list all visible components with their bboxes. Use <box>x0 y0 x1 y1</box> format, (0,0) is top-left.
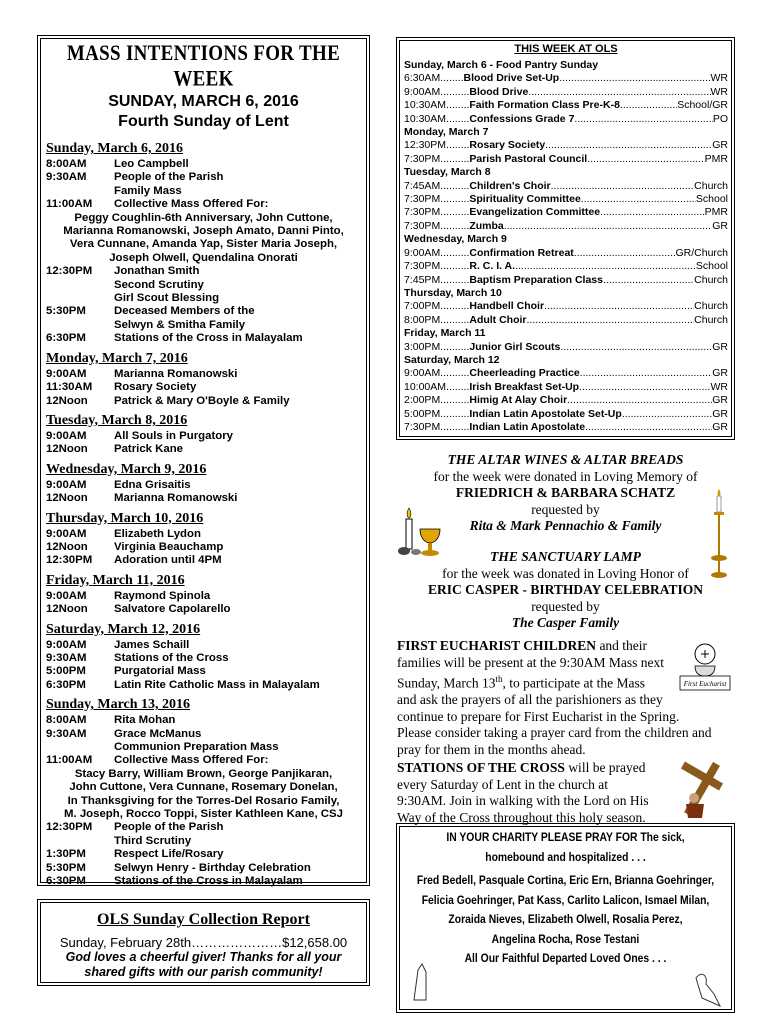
week-event-row <box>404 206 728 219</box>
sanctuary-lamp-line: for the week was donated in Loving Honor of <box>442 565 689 581</box>
week-day-heading: Thursday, March 10 <box>404 286 502 299</box>
event-title: Zumba <box>469 219 504 232</box>
collection-report-panel <box>37 899 370 986</box>
event-location: School <box>695 260 728 273</box>
mass-day-heading: Saturday, March 12, 2016 <box>46 621 201 637</box>
event-time: 7:30PM.......... <box>404 193 470 206</box>
collective-mass-names: Stacy Barry, William Brown, George Panjikaran, <box>74 767 333 780</box>
mass-time: 9:00AM <box>46 589 87 602</box>
week-event-row <box>404 193 728 206</box>
mass-intention-row <box>46 479 361 492</box>
mass-intention-row <box>46 158 361 171</box>
event-time: 7:30PM.......... <box>404 206 470 219</box>
mass-intention-row <box>46 198 361 211</box>
event-time: 8:00PM.......... <box>404 313 470 326</box>
collective-mass-names: In Thanksgiving for the Torres-Del Rosario Family, <box>67 794 340 807</box>
mass-day-heading: Tuesday, March 8, 2016 <box>46 412 188 428</box>
altar-wines-requester: Rita & Mark Pennachio & Family <box>469 518 662 534</box>
mass-time: 6:30PM <box>46 332 86 345</box>
event-title: Parish Pastoral Council <box>469 152 588 165</box>
event-time: 7:45PM.......... <box>404 273 470 286</box>
mass-time: 12:30PM <box>46 821 93 834</box>
this-week-title: THIS WEEK AT OLS <box>514 43 618 55</box>
mass-time: 12Noon <box>46 540 88 553</box>
stations-lead: STATIONS OF THE CROSS <box>397 760 565 775</box>
event-location: PMR <box>704 152 728 165</box>
week-day-heading: Friday, March 11 <box>404 327 486 340</box>
week-event-row <box>404 72 728 85</box>
event-title: Spirituality Committee <box>469 193 581 206</box>
mass-intentions-occasion: Fourth Sunday of Lent <box>118 113 289 130</box>
mass-intention: Girl Scout Blessing <box>114 292 220 305</box>
leader-dots <box>620 99 677 112</box>
event-title: Indian Latin Apostolate <box>469 420 586 433</box>
leader-dots <box>559 72 710 85</box>
mass-intention-row <box>46 728 361 741</box>
mass-intention: Collective Mass Offered For: <box>114 198 269 211</box>
event-time: 6:30AM........ <box>404 72 464 85</box>
prayer-list-names-3: Zoraida Nieves, Elizabeth Olwell, Rosalia Perez, <box>448 914 683 926</box>
mass-intention-row <box>46 714 361 727</box>
mass-day-heading: Sunday, March 6, 2016 <box>46 141 184 156</box>
mass-intention: All Souls in Purgatory <box>114 429 233 442</box>
event-time: 7:30PM.......... <box>404 260 470 273</box>
collective-mass-names: Peggy Coughlin-6th Anniversary, John Cuttone, <box>74 211 333 224</box>
prayer-list-names-1: Fred Bedell, Pasquale Cortina, Eric Ern, Brianna Goehringer, <box>416 875 715 887</box>
event-location: Church <box>694 313 728 326</box>
event-title: Baptism Preparation Class <box>469 273 603 286</box>
event-time: 7:30PM.......... <box>404 420 470 433</box>
mass-intention: Rita Mohan <box>114 714 176 727</box>
first-eucharist-notice: FIRST EUCHARIST CHILDREN and their families will be present at the 9:30AM Mass next Sunday, March 13th, to participate at the Mass and ask the prayers of all the parishioners as they continue to prepare for First Eucharist in the Spring. Please consider taking a prayer card from the children and pray for them in the months ahead. <box>397 638 712 758</box>
mass-intention-row <box>46 639 361 652</box>
event-location: GR <box>712 139 728 152</box>
leader-dots <box>587 153 704 166</box>
week-day-heading: Saturday, March 12 <box>404 353 500 366</box>
altar-wines-requested: requested by <box>531 501 600 517</box>
event-title: Rosary Society <box>469 139 546 152</box>
mass-intention-row <box>46 332 361 345</box>
event-location: School/GR <box>677 99 728 112</box>
event-location: GR <box>712 367 728 380</box>
leader-dots <box>600 206 705 219</box>
leader-dots <box>574 113 712 126</box>
mass-intention: Grace McManus <box>114 727 202 740</box>
mass-day-heading: Thursday, March 10, 2016 <box>46 510 204 526</box>
praying-hands-icon <box>408 960 432 1006</box>
altar-wines-title: THE ALTAR WINES & ALTAR BREADS <box>447 452 684 467</box>
collective-mass-names: John Cuttone, Vera Cunnane, Rosemary Donelan, <box>69 781 338 794</box>
stations-of-cross-notice: STATIONS OF THE CROSS will be prayed every Saturday of Lent in the church at 9:30AM. Join in walking with the Lord on His Way of the Cross throughout this holy season. <box>397 760 649 825</box>
event-time: 7:45AM.......... <box>404 179 470 192</box>
collection-title: OLS Sunday Collection Report <box>97 911 310 928</box>
week-event-row <box>404 99 728 112</box>
angel-icon <box>692 968 726 1008</box>
event-location: GR <box>712 340 728 353</box>
mass-time: 9:30AM <box>46 727 87 740</box>
week-event-row <box>404 220 728 233</box>
mass-time: 9:00AM <box>46 527 87 540</box>
mass-intention-row <box>46 528 361 541</box>
mass-intentions-panel <box>37 35 370 886</box>
event-title: Children's Choir <box>469 179 551 192</box>
event-time: 3:00PM.......... <box>404 340 470 353</box>
prayer-list-title-1: IN YOUR CHARITY PLEASE PRAY FOR The sick, <box>446 832 685 844</box>
leader-dots <box>585 421 712 434</box>
first-eucharist-icon <box>677 640 733 692</box>
event-location: Church <box>694 273 728 286</box>
mass-day-heading: Wednesday, March 9, 2016 <box>46 461 207 477</box>
collective-mass-names: Vera Cunnane, Amanda Yap, Sister Maria Joseph, <box>69 238 338 251</box>
mass-day-heading: Monday, March 7, 2016 <box>46 350 188 366</box>
event-time: 9:00AM.......... <box>404 367 470 380</box>
mass-intention: Selwyn Henry - Birthday Celebration <box>114 861 311 874</box>
mass-time: 5:30PM <box>46 305 86 318</box>
mass-intention: People of the Parish <box>114 171 224 184</box>
event-time: 9:00AM.......... <box>404 246 470 259</box>
event-location: Church <box>694 300 728 313</box>
mass-intention-row <box>46 279 361 292</box>
mass-intention-row <box>46 292 361 305</box>
mass-time <box>46 185 114 198</box>
mass-intention: Salvatore Capolarello <box>114 603 231 616</box>
mass-intention-row <box>46 665 361 678</box>
mass-intention: James Schaill <box>114 638 190 651</box>
event-time: 2:00PM.......... <box>404 394 470 407</box>
collection-amount: Sunday, February 28th…………………$12,658.00 <box>59 935 348 950</box>
mass-intention-row <box>46 541 361 554</box>
event-location: WR <box>710 72 728 85</box>
mass-time: 11:00AM <box>46 754 93 767</box>
mass-intention-row <box>46 754 361 767</box>
mass-time: 5:30PM <box>46 861 86 874</box>
event-title: Irish Breakfast Set-Up <box>469 380 580 393</box>
mass-intention: Stations of the Cross <box>114 651 229 664</box>
mass-intentions-date: SUNDAY, MARCH 6, 2016 <box>108 93 299 110</box>
leader-dots <box>527 314 695 327</box>
week-event-row <box>404 300 728 313</box>
collective-mass-names: Marianna Romanowski, Joseph Amato, Danni Pinto, <box>63 225 344 238</box>
mass-intention-row <box>46 848 361 861</box>
mass-time: 9:00AM <box>46 429 87 442</box>
week-event-row <box>404 381 728 394</box>
mass-intention-row <box>46 430 361 443</box>
mass-intention: Virginia Beauchamp <box>114 540 224 553</box>
mass-time: 9:30AM <box>46 171 87 184</box>
collection-message-1: God loves a cheerful giver! Thanks for all your <box>65 950 342 964</box>
event-title: Junior Girl Scouts <box>469 340 561 353</box>
event-title: Cheerleading Practice <box>469 367 580 380</box>
collective-mass-names: M. Joseph, Rocco Toppi, Sister Kathleen Kane, CSJ <box>64 808 343 821</box>
mass-intention: Elizabeth Lydon <box>114 527 201 540</box>
mass-time <box>46 741 114 754</box>
week-event-row <box>404 86 728 99</box>
mass-intention-row <box>46 821 361 834</box>
event-title: Indian Latin Apostolate Set-Up <box>469 407 622 420</box>
event-location: GR <box>712 219 728 232</box>
mass-time: 11:00AM <box>46 198 93 211</box>
prayer-list-names-2: Felicia Goehringer, Pat Kass, Carlito Lalicon, Ismael Milan, <box>421 894 710 907</box>
mass-time <box>46 279 114 292</box>
event-title: Adult Choir <box>469 313 527 326</box>
mass-intention-row <box>46 492 361 505</box>
mass-time: 12:30PM <box>46 265 93 278</box>
event-time: 7:30PM.......... <box>404 152 470 165</box>
mass-intention: Marianna Romanowski <box>114 367 238 380</box>
mass-time: 12Noon <box>46 492 88 505</box>
mass-intention: Respect Life/Rosary <box>114 848 224 861</box>
mass-time: 9:00AM <box>46 638 87 651</box>
mass-intention-row <box>46 368 361 381</box>
week-event-row <box>404 314 728 327</box>
mass-intention: Family Mass <box>114 184 182 197</box>
mass-intention-row <box>46 679 361 692</box>
prayer-list-closing: All Our Faithful Departed Loved Ones . . . <box>464 953 667 965</box>
week-event-row <box>404 408 728 421</box>
mass-intention: Deceased Members of the <box>114 305 255 318</box>
event-time: 5:00PM.......... <box>404 407 470 420</box>
mass-day-heading: Sunday, March 13, 2016 <box>46 697 191 713</box>
mass-days-list <box>46 141 361 888</box>
event-location: PO <box>712 112 728 125</box>
week-day-heading: Wednesday, March 9 <box>404 233 507 246</box>
mass-intention-row <box>46 862 361 875</box>
mass-time: 12Noon <box>46 603 88 616</box>
mass-time: 6:30PM <box>46 678 86 691</box>
mass-intention-row <box>46 381 361 394</box>
mass-intention: Edna Grisaitis <box>114 478 191 491</box>
mass-intention-row <box>46 185 361 198</box>
event-location: GR <box>712 394 728 407</box>
mass-intention-row <box>46 305 361 318</box>
prayer-list-panel <box>396 823 735 1013</box>
mass-intention: Second Scrutiny <box>114 278 204 291</box>
mass-intention-row <box>46 835 361 848</box>
this-week-list <box>404 59 728 434</box>
leader-dots <box>603 274 694 287</box>
mass-intention: Communion Preparation Mass <box>114 741 279 753</box>
week-event-row <box>404 341 728 354</box>
leader-dots <box>567 394 712 407</box>
event-location: WR <box>710 380 728 393</box>
event-location: Church <box>694 179 728 192</box>
event-title: Blood Drive <box>469 85 529 98</box>
mass-time <box>46 292 114 305</box>
mass-intention: Third Scrutiny <box>114 834 192 847</box>
mass-time: 6:30PM <box>46 875 86 888</box>
mass-intention: Stations of the Cross in Malayalam <box>114 875 303 888</box>
leader-dots <box>544 300 694 313</box>
week-event-row <box>404 394 728 407</box>
event-time: 7:00PM.......... <box>404 300 470 313</box>
event-location: PMR <box>704 206 728 219</box>
mass-time: 8:00AM <box>46 158 87 170</box>
mass-intentions-title: MASS INTENTIONS FOR THE WEEK <box>66 41 341 92</box>
event-title: Blood Drive Set-Up <box>463 72 560 85</box>
mass-time: 12Noon <box>46 394 88 407</box>
first-eucharist-badge: First Eucharist <box>683 680 727 688</box>
mass-intention-row <box>46 554 361 567</box>
event-time: 10:30AM........ <box>404 99 470 112</box>
event-location: School <box>695 193 728 206</box>
event-location: WR <box>710 85 728 98</box>
mass-intention: Latin Rite Catholic Mass in Malayalam <box>114 678 320 691</box>
leader-dots <box>560 341 712 354</box>
jesus-carrying-cross-icon <box>672 758 734 820</box>
mass-intention-row <box>46 171 361 184</box>
mass-time: 9:00AM <box>46 478 87 491</box>
mass-time: 12Noon <box>46 443 88 456</box>
mass-intention: Rosary Society <box>114 381 197 394</box>
week-day-heading: Tuesday, March 8 <box>404 166 491 179</box>
mass-intention: Adoration until 4PM <box>114 554 222 567</box>
mass-time <box>46 319 114 332</box>
mass-intention-row <box>46 741 361 754</box>
mass-time: 12:30PM <box>46 554 93 567</box>
week-event-row <box>404 139 728 152</box>
collective-mass-names: Joseph Olwell, Quendalina Onorati <box>109 251 298 264</box>
mass-intention: Stations of the Cross in Malayalam <box>114 332 303 345</box>
prayer-list-names-4: Angelina Rocha, Rose Testani <box>491 933 640 946</box>
mass-intention-row <box>46 319 361 332</box>
mass-time <box>46 835 114 848</box>
week-event-row <box>404 260 728 273</box>
event-time: 7:30PM.......... <box>404 219 470 232</box>
mass-intention: Purgatorial Mass <box>114 665 206 678</box>
prayer-list-title-2: homebound and hospitalized . . . <box>485 851 646 864</box>
event-title: R. C. I. A. <box>469 260 516 273</box>
week-event-row <box>404 153 728 166</box>
mass-intention-row <box>46 443 361 456</box>
event-time: 12:30PM........ <box>404 139 470 152</box>
mass-time: 11:30AM <box>46 381 93 394</box>
sanctuary-lamp-title: THE SANCTUARY LAMP <box>490 549 641 564</box>
event-location: GR/Church <box>675 246 728 259</box>
leader-dots <box>574 247 676 260</box>
leader-dots <box>504 220 712 233</box>
event-title: Faith Formation Class Pre-K-8 <box>469 99 620 112</box>
mass-time: 9:30AM <box>46 651 87 664</box>
mass-time: 9:00AM <box>46 367 87 380</box>
mass-day-heading: Friday, March 11, 2016 <box>46 572 185 588</box>
leader-dots <box>622 408 712 421</box>
week-event-row <box>404 421 728 434</box>
sanctuary-lamp-notice <box>396 549 735 632</box>
leader-dots <box>528 86 710 99</box>
mass-intention: People of the Parish <box>114 821 224 834</box>
mass-intention: Selwyn & Smitha Family <box>114 318 246 331</box>
sanctuary-lamp-honoree: ERIC CASPER - BIRTHDAY CELEBRATION <box>427 582 704 598</box>
mass-intention-row <box>46 652 361 665</box>
week-event-row <box>404 113 728 126</box>
mass-intention: Marianna Romanowski <box>114 492 238 505</box>
week-event-row <box>404 180 728 193</box>
mass-time: 5:00PM <box>46 665 86 678</box>
week-event-row <box>404 247 728 260</box>
mass-intention: Raymond Spinola <box>114 589 211 602</box>
leader-dots <box>545 139 712 152</box>
mass-time: 8:00AM <box>46 714 87 727</box>
event-time: 10:30AM........ <box>404 112 470 125</box>
week-day-heading: Sunday, March 6 - Food Pantry Sunday <box>404 59 599 71</box>
week-day-heading: Monday, March 7 <box>404 126 489 139</box>
collection-message-2: shared gifts with our parish community! <box>84 964 323 979</box>
this-week-panel <box>396 37 735 440</box>
event-location: GR <box>712 407 728 420</box>
week-event-row <box>404 367 728 380</box>
mass-intention: Collective Mass Offered For: <box>114 754 269 767</box>
event-time: 10:00AM........ <box>404 380 470 393</box>
event-title: Confessions Grade 7 <box>469 112 575 125</box>
leader-dots <box>579 381 710 394</box>
event-title: Evangelization Committee <box>469 206 601 219</box>
sanctuary-lamp-requester: The Casper Family <box>511 615 620 631</box>
mass-intention-row <box>46 875 361 888</box>
event-time: 9:00AM.......... <box>404 85 470 98</box>
first-eucharist-lead: FIRST EUCHARIST CHILDREN <box>397 638 597 653</box>
event-title: Handbell Choir <box>469 300 545 313</box>
mass-intention: Leo Campbell <box>114 158 189 170</box>
mass-time: 1:30PM <box>46 848 86 861</box>
mass-intention-row <box>46 603 361 616</box>
mass-intention: Patrick & Mary O'Boyle & Family <box>114 394 290 407</box>
sanctuary-lamp-requested: requested by <box>531 598 600 614</box>
mass-intention: Patrick Kane <box>114 443 184 456</box>
event-location: GR <box>712 420 728 433</box>
week-event-row <box>404 274 728 287</box>
mass-intention-row <box>46 590 361 603</box>
leader-dots <box>580 367 713 380</box>
altar-wines-honoree: FRIEDRICH & BARBARA SCHATZ <box>455 485 676 501</box>
mass-intention-row <box>46 265 361 278</box>
event-title: Himig At Alay Choir <box>469 394 568 407</box>
leader-dots <box>515 260 696 273</box>
mass-intention-row <box>46 395 361 408</box>
leader-dots <box>581 193 696 206</box>
leader-dots <box>551 180 695 193</box>
altar-wines-line: for the week were donated in Loving Memory of <box>433 468 698 484</box>
event-title: Confirmation Retreat <box>469 246 574 259</box>
mass-intention: Jonathan Smith <box>114 265 200 278</box>
